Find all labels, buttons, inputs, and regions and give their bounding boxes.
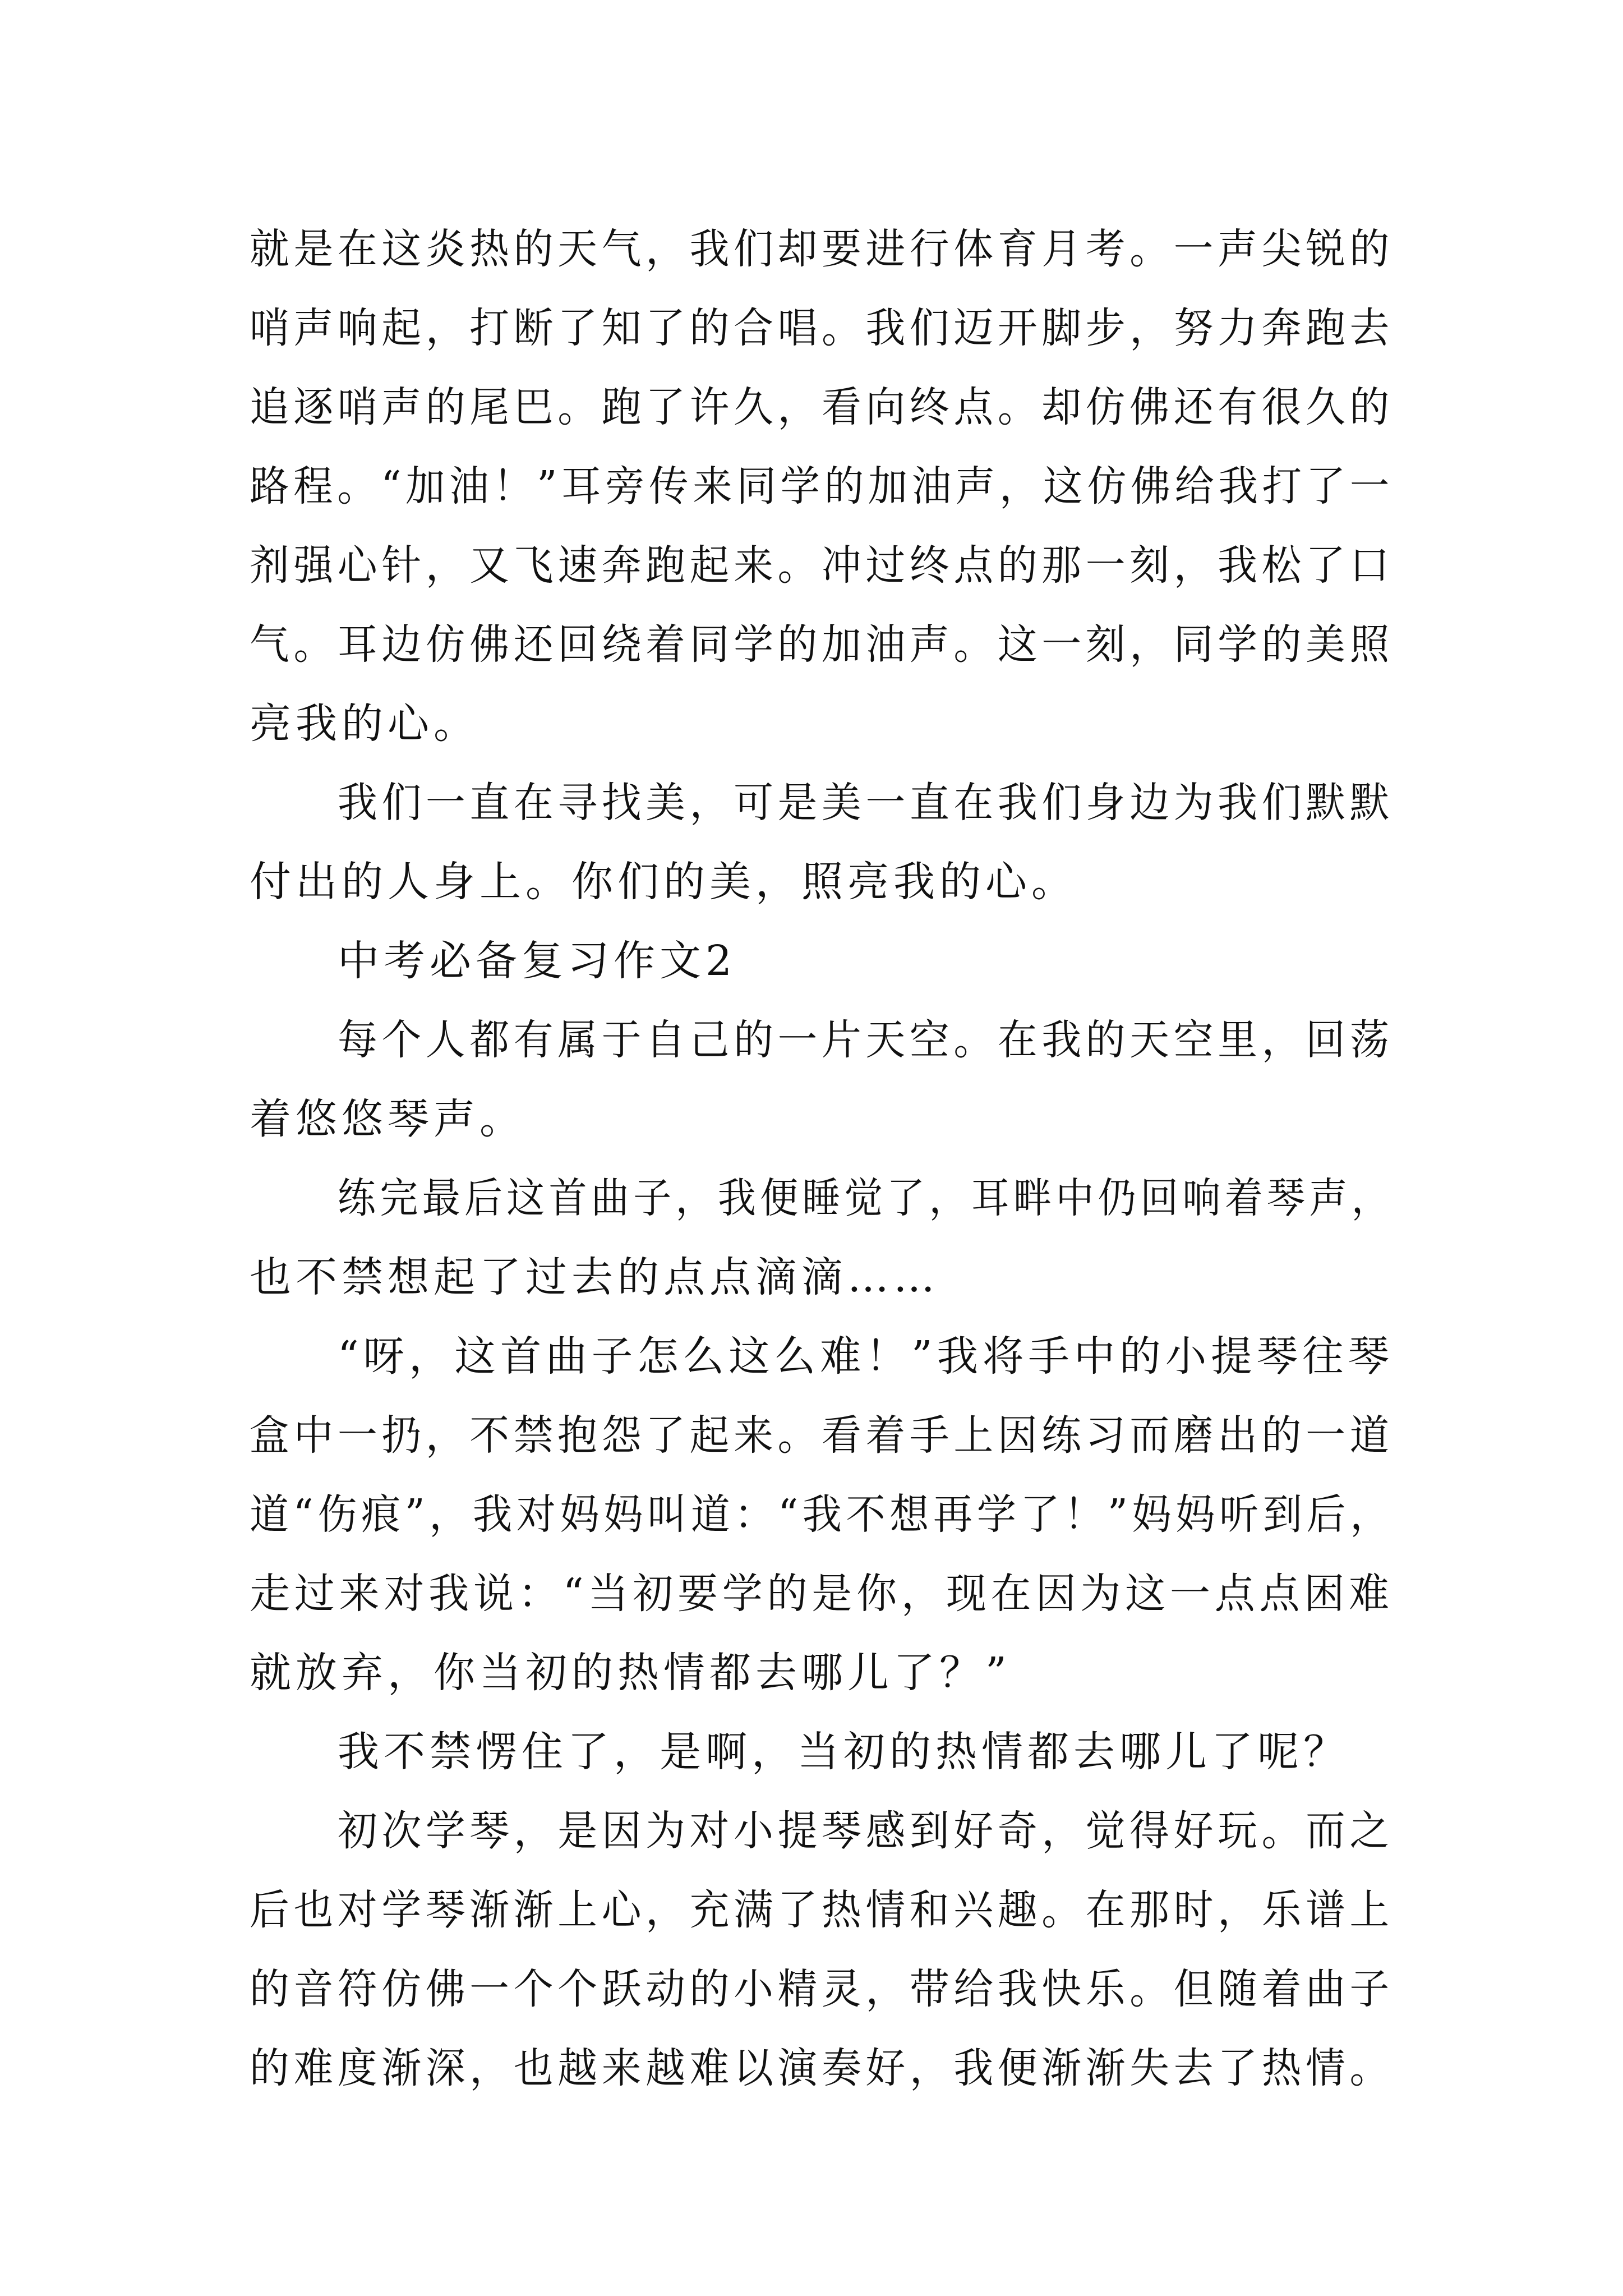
text-line: 亮我的心。 (250, 700, 479, 748)
text-line: “呀，这首曲子怎么这么难！”我将手中的小提琴往琴 (338, 1332, 1394, 1381)
text-line: 也不禁想起了过去的点点滴滴…… (250, 1253, 939, 1301)
text-line: 就放弃，你当初的热情都去哪儿了？” (250, 1649, 1011, 1697)
text-line: 路程。“加油！”耳旁传来同学的加油声，这仿佛给我打了一 (250, 462, 1394, 510)
text-line: 道“伤痕”，我对妈妈叫道：“我不想再学了！”妈妈听到后， (250, 1490, 1394, 1539)
text-line: 走过来对我说：“当初要学的是你，现在因为这一点点困难 (250, 1570, 1394, 1618)
text-line: 气。耳边仿佛还回绕着同学的加油声。这一刻，同学的美照 (250, 620, 1394, 669)
text-line: 盒中一扔，不禁抱怨了起来。看着手上因练习而磨出的一道 (250, 1411, 1394, 1460)
text-line: 每个人都有属于自己的一片天空。在我的天空里，回荡 (338, 1016, 1394, 1064)
text-line: 就是在这炎热的天气，我们却要进行体育月考。一声尖锐的 (250, 225, 1394, 273)
text-line: 我不禁愣住了，是啊，当初的热情都去哪儿了呢？ (338, 1728, 1349, 1776)
text-line: 后也对学琴渐渐上心，充满了热情和兴趣。在那时，乐谱上 (250, 1886, 1394, 1934)
section-heading: 中考必备复习作文2 (338, 937, 737, 985)
document-page (250, 210, 1394, 2108)
text-line: 初次学琴，是因为对小提琴感到好奇，觉得好玩。而之 (338, 1807, 1394, 1855)
text-line: 的音符仿佛一个个跃动的小精灵，带给我快乐。但随着曲子 (250, 1965, 1394, 2013)
text-line: 付出的人身上。你们的美，照亮我的心。 (250, 858, 1077, 906)
text-line: 我们一直在寻找美，可是美一直在我们身边为我们默默 (338, 779, 1394, 827)
text-line: 哨声响起，打断了知了的合唱。我们迈开脚步，努力奔跑去 (250, 304, 1394, 352)
text-line: 着悠悠琴声。 (250, 1095, 525, 1143)
text-line: 的难度渐深，也越来越难以演奏好，我便渐渐失去了热情。 (250, 2044, 1394, 2092)
text-line: 练完最后这首曲子，我便睡觉了，耳畔中仍回响着琴声， (338, 1174, 1394, 1222)
text-line: 追逐哨声的尾巴。跑了许久，看向终点。却仿佛还有很久的 (250, 383, 1394, 431)
text-line: 剂强心针，又飞速奔跑起来。冲过终点的那一刻，我松了口 (250, 541, 1394, 590)
